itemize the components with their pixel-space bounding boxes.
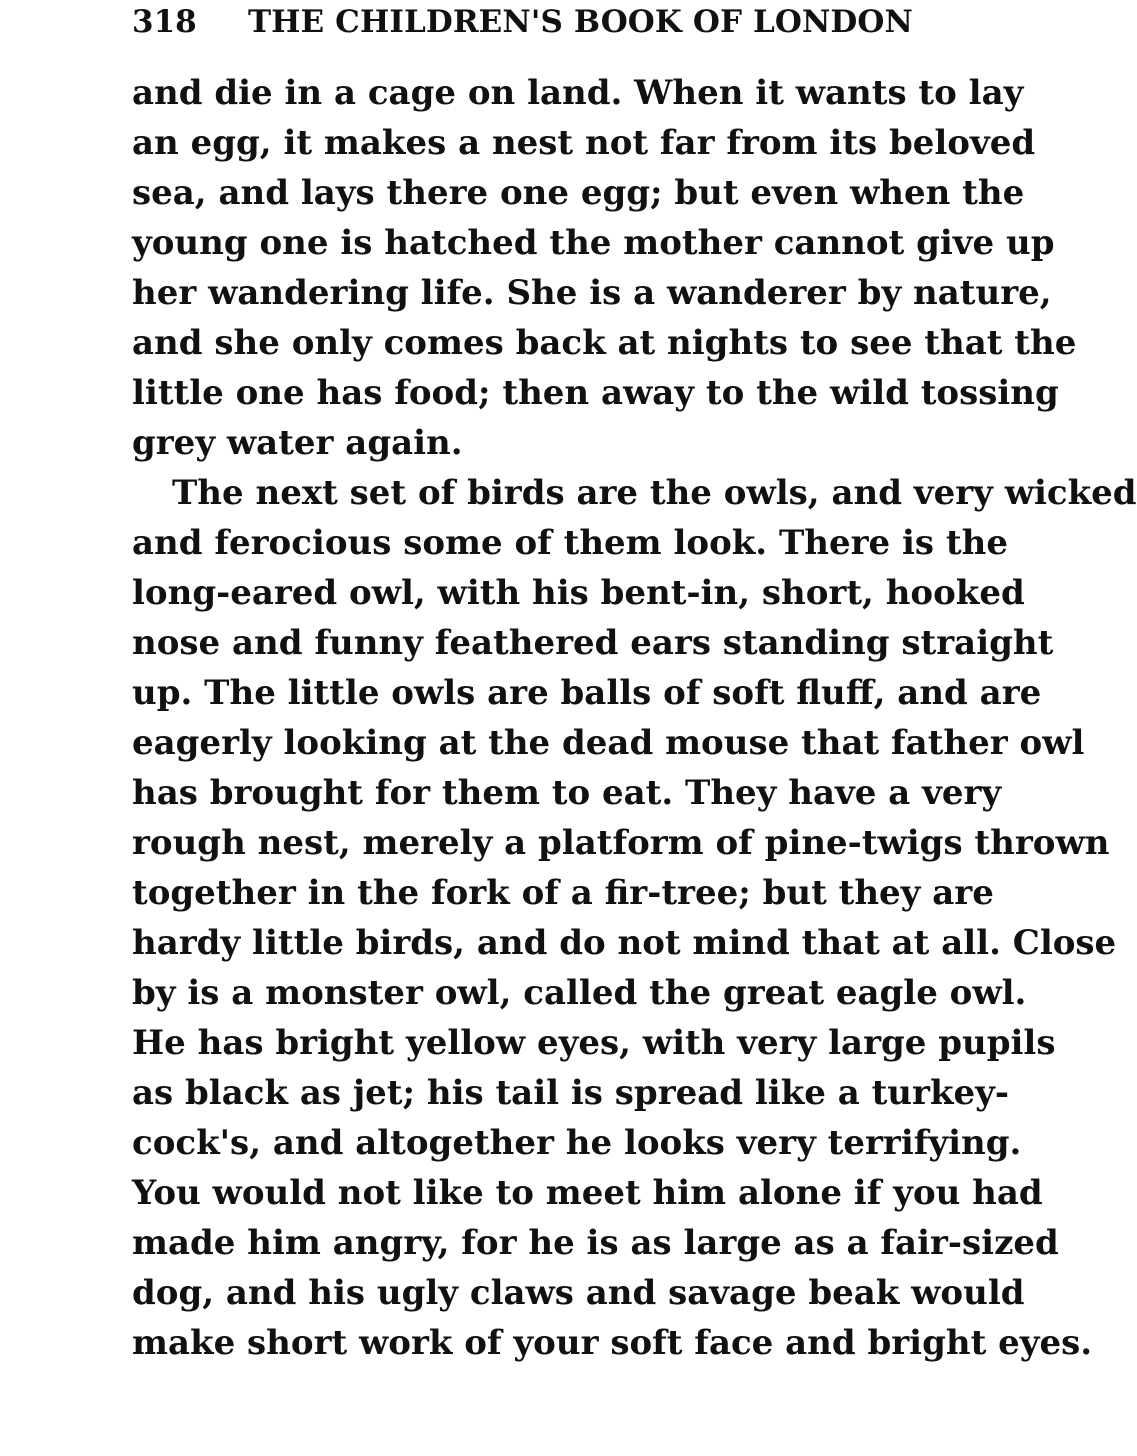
text-line: make short work of your soft face and bright eyes.	[132, 1323, 1093, 1363]
text-line: rough nest, merely a platform of pine-twigs thrown	[132, 823, 1110, 863]
text-line: nose and funny feathered ears standing straight	[132, 623, 1054, 663]
body-text	[132, 68, 1137, 1368]
paragraph-2	[132, 468, 1137, 1368]
text-line: up. The little owls are balls of soft fluff, and are	[132, 673, 1042, 713]
paragraph-1	[132, 68, 1077, 468]
text-line: eagerly looking at the dead mouse that father owl	[132, 723, 1085, 763]
text-line: You would not like to meet him alone if you had	[132, 1173, 1043, 1213]
text-line: young one is hatched the mother cannot give up	[132, 223, 1055, 263]
page-number: 318	[132, 4, 197, 40]
text-line: long-eared owl, with his bent-in, short, hooked	[132, 573, 1025, 613]
text-line: He has bright yellow eyes, with very large pupils	[132, 1023, 1056, 1063]
text-line: sea, and lays there one egg; but even when the	[132, 173, 1025, 213]
text-line: by is a monster owl, called the great eagle owl.	[132, 973, 1027, 1013]
text-line: The next set of birds are the owls, and very wicked	[172, 473, 1137, 513]
text-line: and ferocious some of them look. There is the	[132, 523, 1008, 563]
text-line: together in the fork of a fir-tree; but they are	[132, 873, 994, 913]
text-line: hardy little birds, and do not mind that at all. Close	[132, 923, 1117, 963]
text-line: as black as jet; his tail is spread like a turkey-	[132, 1073, 1009, 1113]
text-line: her wandering life. She is a wanderer by nature,	[132, 273, 1052, 313]
text-line: little one has food; then away to the wild tossing	[132, 373, 1059, 413]
text-line: and she only comes back at nights to see that the	[132, 323, 1077, 363]
text-line: cock's, and altogether he looks very terrifying.	[132, 1123, 1022, 1163]
page-header	[132, 0, 992, 44]
text-line: and die in a cage on land. When it wants to lay	[132, 73, 1024, 113]
text-line: has brought for them to eat. They have a very	[132, 773, 1002, 813]
text-line: grey water again.	[132, 423, 463, 463]
text-line: made him angry, for he is as large as a fair-sized	[132, 1223, 1059, 1263]
text-line: an egg, it makes a nest not far from its beloved	[132, 123, 1036, 163]
text-line: dog, and his ugly claws and savage beak would	[132, 1273, 1025, 1313]
running-title: THE CHILDREN'S BOOK OF LONDON	[248, 4, 913, 40]
